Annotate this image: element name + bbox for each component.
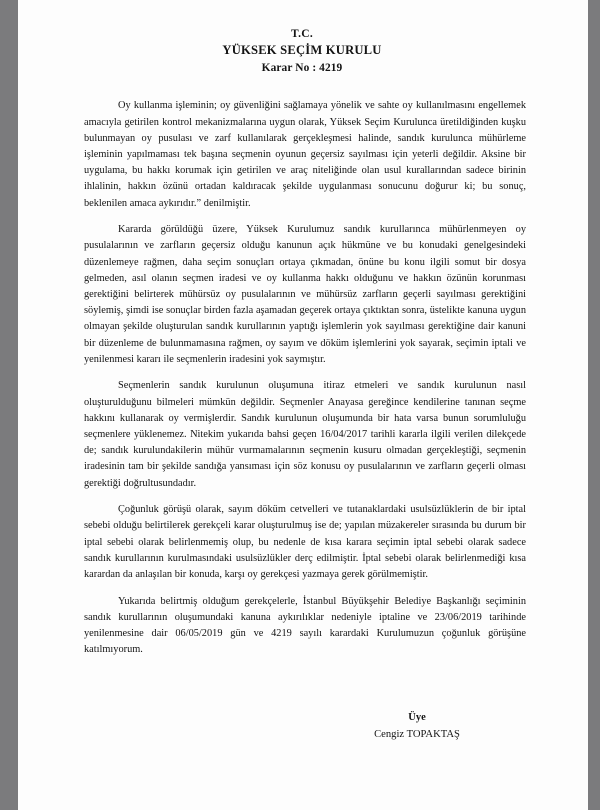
signature-block bbox=[322, 710, 512, 743]
signatory-role: Üye bbox=[408, 712, 426, 724]
scan-edge-left bbox=[0, 0, 18, 810]
paragraph: Çoğunluk görüşü olarak, sayım döküm cetvelleri ve tutanaklardaki usulsüzlüklerin de bir iptal sebebi olduğu belirtilerek gerekçeli karar oluşturulmuş ise de; yapılan müzakereler sırasında bu durum bir iptal sebebi olarak belirlenmemiş olup, bu nedenle de kısa karara seçimin iptal sebebi olarak sadece sandık kurullarının kurulmasındaki usulsüzlükler derç edilmiştir. İptal sebebi olarak belirlenmediği kısa karardan da anlaşılan bir konuda, karşı oy gerekçesi yazmaya gerek görülmemiştir. bbox=[84, 504, 526, 580]
paragraph: Oy kullanma işleminin; oy güvenliğini sağlamaya yönelik ve sahte oy kullanılmasını engellemek amacıyla getirilen kontrol mekanizmalarına uygun olarak, Yüksek Seçim Kurulunca üretildiğinden kuşku bulunmayan oy pusulası ve zarf kullanılarak gerçekleşmesi halinde, sandık kurulunca mühürleme işleminin yapılmaması tek başına seçmenin oyunun geçersiz sayılması için yeterli değildir. Aksine bir uygulama, bu hakkı korumak için getirilen ve araç niteliğinde olan usul kurallarından sadece birinin ihlalinin, hakkın özünü ortadan kaldıracak şekilde uygulanması sonucunu doğurur ki; bu sonuç, beklenilen amaca aykırıdır.” denilmiştir. bbox=[84, 100, 526, 209]
document-page bbox=[18, 0, 588, 810]
decision-number: Karar No : 4219 bbox=[261, 62, 343, 75]
document-header bbox=[78, 26, 526, 76]
paragraph: Yukarıda belirtmiş olduğum gerekçelerle, İstanbul Büyükşehir Belediye Başkanlığı seçiminin sandık kurullarının oluşumundaki kanuna aykırılıklar nedeniyle iptaline ve 23/06/2019 tarihinde yenilenmesine dair 06/05/2019 gün ve 4219 sayılı karardaki Kurulumuzun çoğunluk görüşüne katılmıyorum. bbox=[84, 595, 526, 656]
signatory-name: Cengiz TOPAKTAŞ bbox=[374, 728, 460, 740]
paragraph: Kararda görüldüğü üzere, Yüksek Kurulumuz sandık kurullarınca mühürlenmeyen oy pusulalarının ve zarfların geçersiz olduğu kanunun açık hükmüne ve bu konudaki genelgesindeki düzenlemeye rağmen, daha seçim sonuçları ortaya çıkmadan, önüne bu konu ilgili somut bir dosya gelmeden, asıl olanın seçmen iradesi ve oy kullanma hakkı olduğunu ve hakkın özünün korunması gerektiğini belirterek mühürsüz oy pusulalarının ve mühürsüz zarfların geçerli sayılması gerektiğini söylemiş, şimdi ise sonuçlar birden fazla aşamadan geçerek ortaya çıktıktan sonra, üstelikte kanuna uygun olmayan şekilde oluşturulan sandık kurullarının yaptığı işlemlerin yok sayılması gerektiğine dair kanuni bir düzenleme de bulunmamasına rağmen, oy sayım ve döküm işlemlerini yok sayarak, seçimin iptali ve yenilenmesi kararı ile seçmenlerin iradesini yok saymıştır. bbox=[84, 224, 526, 365]
scan-edge-right bbox=[588, 0, 600, 810]
state-abbreviation: T.C. bbox=[290, 28, 314, 40]
document-body bbox=[84, 98, 526, 658]
paragraph: Seçmenlerin sandık kurulunun oluşumuna itiraz etmeleri ve sandık kurulunun nasıl oluşturulduğunu bilmeleri mümkün değildir. Seçmenler Anayasa gereğince kendilerine tanınan seçme hakkını kullanarak oy vermişlerdir. Sandık kurulunun oluşumunda bir hata varsa bunun sorumluluğu seçmenlere yüklenemez. Nitekim yukarıda bahsi geçen 16/04/2017 tarihli kararla ilgili verilen dilekçede de; sandık kurulundakilerin mühür vurmamalarının seçmenin kusuru olmadan gerçekleştiği, seçmenin iradesinin tam bir şekilde sandığa yansıması için söz konusu oy pusulalarının ve zarfların geçerli olması gerektiği doğrultusundadır. bbox=[84, 380, 526, 489]
institution-name: YÜKSEK SEÇİM KURULU bbox=[222, 43, 382, 58]
